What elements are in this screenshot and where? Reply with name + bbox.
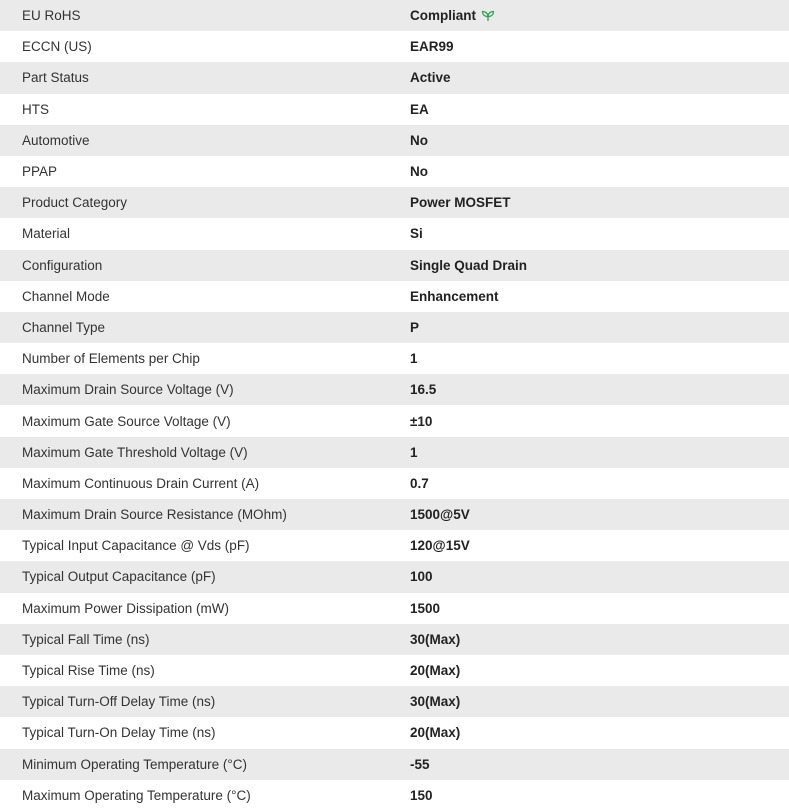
table-row (0, 530, 789, 561)
table-row (0, 405, 789, 436)
table-row (0, 343, 789, 374)
spec-value: 1500@5V (410, 507, 470, 523)
table-row (0, 156, 789, 187)
spec-value: 100 (410, 569, 433, 585)
spec-value: 1 (410, 351, 418, 367)
spec-label: Typical Turn-On Delay Time (ns) (22, 725, 216, 741)
table-row (0, 31, 789, 62)
table-row (0, 250, 789, 281)
spec-label: Number of Elements per Chip (22, 351, 200, 367)
spec-label: Maximum Power Dissipation (mW) (22, 600, 230, 616)
spec-value: No (410, 164, 428, 180)
spec-label: Typical Output Capacitance (pF) (22, 569, 216, 585)
table-row (0, 94, 789, 125)
table-row (0, 499, 789, 530)
table-row (0, 561, 789, 592)
spec-label: Typical Fall Time (ns) (22, 631, 150, 647)
table-row (0, 218, 789, 249)
spec-label: ECCN (US) (22, 39, 92, 55)
spec-label: EU RoHS (22, 8, 81, 24)
spec-value: 1500 (410, 600, 441, 616)
table-row (0, 437, 789, 468)
spec-value: EA (410, 101, 429, 117)
spec-value: ±10 (410, 413, 433, 429)
spec-label: Maximum Drain Source Resistance (MOhm) (22, 507, 287, 523)
spec-label: Typical Input Capacitance @ Vds (pF) (22, 538, 250, 554)
table-row (0, 0, 789, 31)
spec-value-cell (410, 0, 789, 31)
table-row (0, 468, 789, 499)
spec-label: Typical Turn-Off Delay Time (ns) (22, 694, 216, 710)
table-row (0, 62, 789, 93)
spec-label: Configuration (22, 257, 103, 273)
spec-label: HTS (22, 101, 49, 117)
spec-label: Maximum Drain Source Voltage (V) (22, 382, 234, 398)
spec-value: Active (410, 70, 451, 86)
spec-value: 20(Max) (410, 663, 461, 679)
spec-value: -55 (410, 756, 430, 772)
spec-label: Maximum Continuous Drain Current (A) (22, 475, 260, 491)
spec-value: Power MOSFET (410, 195, 511, 211)
table-row (0, 125, 789, 156)
spec-value: 16.5 (410, 382, 437, 398)
spec-value: No (410, 132, 428, 148)
spec-value: EAR99 (410, 39, 454, 55)
spec-value: Si (410, 226, 423, 242)
spec-value: 150 (410, 787, 433, 803)
spec-label: Maximum Gate Source Voltage (V) (22, 413, 231, 429)
spec-label: Maximum Gate Threshold Voltage (V) (22, 444, 248, 460)
spec-value: Single Quad Drain (410, 257, 528, 273)
spec-label: Material (22, 226, 71, 242)
table-row (0, 717, 789, 748)
spec-label: Minimum Operating Temperature (°C) (22, 756, 247, 772)
spec-label: Maximum Operating Temperature (°C) (22, 787, 251, 803)
spec-value: Compliant (410, 8, 476, 24)
table-row (0, 780, 789, 811)
spec-label: Typical Rise Time (ns) (22, 663, 155, 679)
table-row (0, 624, 789, 655)
spec-label: Part Status (22, 70, 89, 86)
table-row (0, 187, 789, 218)
spec-value: 1 (410, 444, 418, 460)
spec-value: Enhancement (410, 288, 499, 304)
spec-label: Product Category (22, 195, 128, 211)
spec-value: 30(Max) (410, 631, 461, 647)
spec-label: Channel Mode (22, 288, 110, 304)
spec-value: P (410, 319, 420, 335)
table-row (0, 312, 789, 343)
table-row (0, 593, 789, 624)
spec-label: Automotive (22, 132, 90, 148)
table-row (0, 749, 789, 780)
spec-value: 120@15V (410, 538, 470, 554)
spec-value: 20(Max) (410, 725, 461, 741)
spec-value: 30(Max) (410, 694, 461, 710)
table-row (0, 686, 789, 717)
table-row (0, 655, 789, 686)
table-row (0, 281, 789, 312)
leaf-icon (481, 10, 495, 22)
spec-label: Channel Type (22, 319, 106, 335)
spec-value: 0.7 (410, 475, 429, 491)
table-row (0, 374, 789, 405)
spec-label: PPAP (22, 164, 58, 180)
